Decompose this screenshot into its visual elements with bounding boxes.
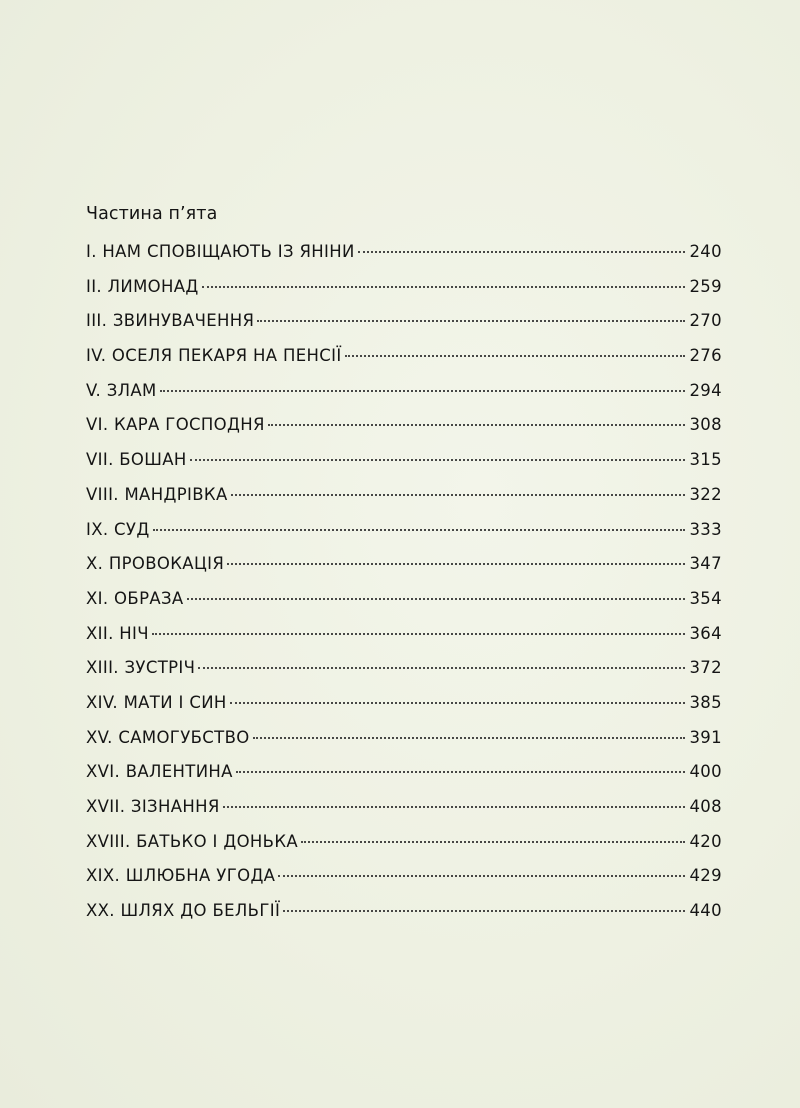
page-number: 322 [689, 484, 722, 504]
toc-entry [86, 755, 722, 790]
dot-leader [223, 806, 685, 808]
dot-leader [152, 633, 685, 635]
dot-leader [257, 320, 685, 322]
toc-entry [86, 859, 722, 894]
page-number: 372 [689, 658, 722, 678]
toc-entry [86, 443, 722, 478]
toc-entry [86, 235, 722, 270]
chapter-title: IX. СУД [86, 519, 150, 539]
dot-leader [190, 459, 685, 461]
page-number: 400 [689, 762, 722, 782]
toc-entry [86, 374, 722, 409]
dot-leader [230, 702, 685, 704]
chapter-title: II. ЛИМОНАД [86, 276, 199, 296]
chapter-title: XX. ШЛЯХ ДО БЕЛЬГІЇ [86, 901, 281, 921]
toc-entry [86, 894, 722, 929]
toc-entry [86, 721, 722, 756]
chapter-title: III. ЗВИНУВАЧЕННЯ [86, 311, 255, 331]
chapter-title: VIII. МАНДРІВКА [86, 484, 228, 504]
chapter-title: I. НАМ СПОВІЩАЮТЬ ІЗ ЯНІНИ [86, 242, 355, 261]
page-number: 347 [689, 554, 722, 574]
page-number: 429 [689, 866, 722, 886]
chapter-title: VII. БОШАН [86, 450, 187, 470]
section-heading: Частина п’ята [86, 204, 218, 224]
chapter-title: V. ЗЛАМ [86, 380, 157, 400]
toc-entry [86, 513, 722, 548]
dot-leader [153, 529, 685, 531]
page-number: 354 [689, 588, 722, 608]
page-number: 276 [689, 346, 722, 366]
dot-leader [227, 563, 685, 565]
page-number: 385 [689, 692, 722, 712]
chapter-title: XVIII. БАТЬКО І ДОНЬКА [86, 831, 299, 851]
dot-leader [231, 494, 685, 496]
dot-leader [278, 875, 685, 877]
page-number: 391 [689, 727, 722, 747]
dot-leader [236, 771, 685, 773]
chapter-title: X. ПРОВОКАЦІЯ [86, 554, 225, 574]
chapter-title: XIX. ШЛЮБНА УГОДА [86, 866, 276, 886]
toc-entry [86, 790, 722, 825]
dot-leader [301, 841, 685, 843]
page-number: 315 [689, 450, 722, 470]
dot-leader [268, 424, 685, 426]
chapter-title: VI. КАРА ГОСПОДНЯ [86, 415, 265, 435]
dot-leader [202, 286, 685, 288]
toc-entry [86, 651, 722, 686]
chapter-title: XVI. ВАЛЕНТИНА [86, 762, 233, 782]
chapter-title: XIII. ЗУСТРІЧ [86, 658, 196, 678]
dot-leader [187, 598, 685, 600]
page-number: 420 [689, 831, 722, 851]
chapter-title: XI. ОБРАЗА [86, 588, 184, 608]
toc-entry [86, 339, 722, 374]
toc-entry [86, 408, 722, 443]
dot-leader [358, 251, 685, 253]
page-number: 308 [689, 415, 722, 435]
chapter-title: XIV. МАТИ І СИН [86, 692, 227, 712]
chapter-title: IV. ОСЕЛЯ ПЕКАРЯ НА ПЕНСІЇ [86, 346, 342, 366]
toc-entry [86, 304, 722, 339]
dot-leader [160, 390, 685, 392]
page-number: 440 [689, 901, 722, 921]
toc-entry [86, 686, 722, 721]
toc-entry [86, 478, 722, 513]
toc-entry [86, 547, 722, 582]
page-number: 294 [689, 380, 722, 400]
dot-leader [345, 355, 685, 357]
dot-leader [253, 737, 685, 739]
page-number: 333 [689, 519, 722, 539]
toc-entry [86, 825, 722, 860]
page-number: 364 [689, 623, 722, 643]
page-number: 259 [689, 276, 722, 296]
page-number: 270 [689, 311, 722, 331]
page-number: 240 [689, 242, 722, 261]
page-number: 408 [689, 797, 722, 816]
toc-entry [86, 582, 722, 617]
chapter-title: XII. НІЧ [86, 623, 149, 643]
toc-entry [86, 617, 722, 652]
table-of-contents [86, 235, 722, 929]
dot-leader [198, 667, 685, 669]
toc-entry [86, 270, 722, 305]
dot-leader [283, 910, 685, 912]
chapter-title: XVII. ЗІЗНАННЯ [86, 797, 220, 816]
chapter-title: XV. САМОГУБСТВО [86, 727, 250, 747]
